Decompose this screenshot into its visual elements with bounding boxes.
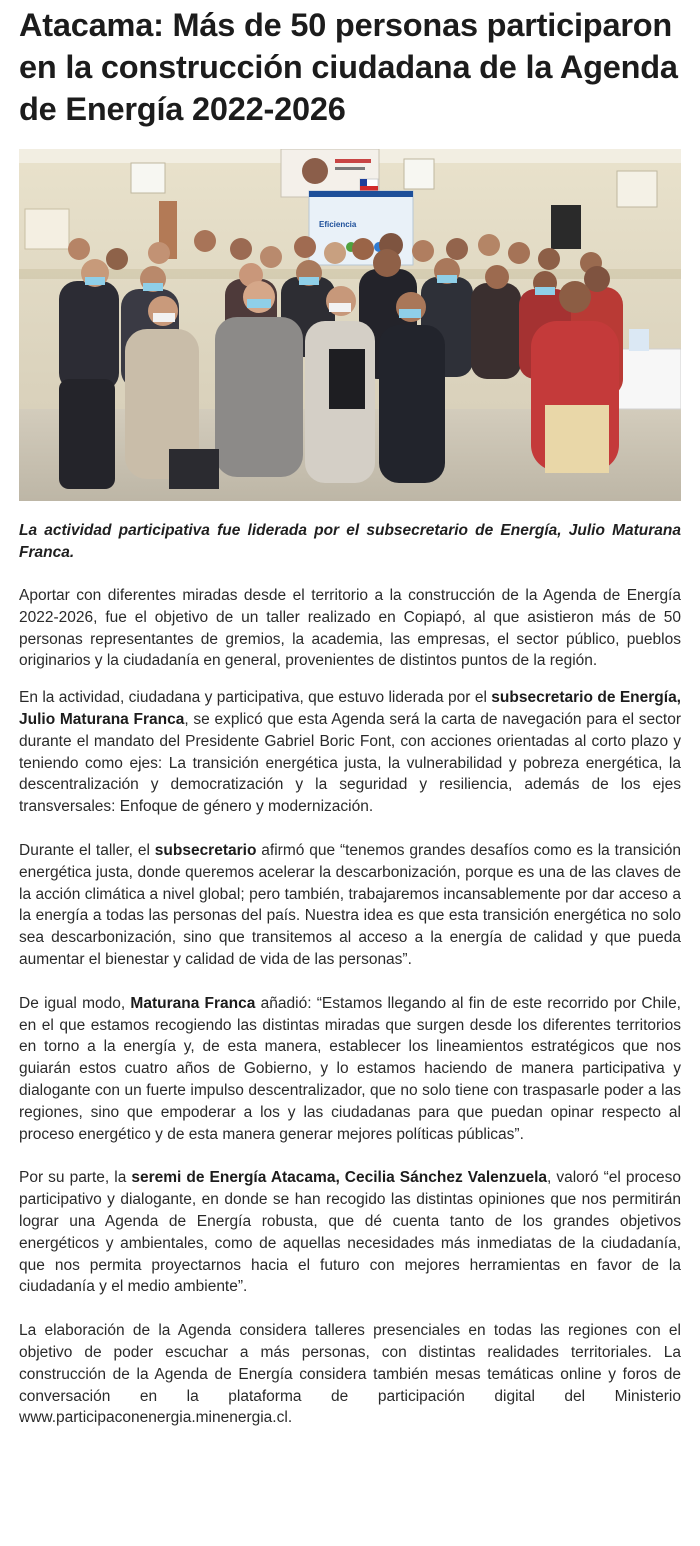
paragraph-3-bold: subsecretario xyxy=(154,841,257,859)
paragraph-2-bold: subsecretario de Energía, Julio Maturana Franca xyxy=(19,689,681,728)
photo-caption: La actividad participativa fue liderada por el subsecretario de Energía, Julio Maturana Franca. xyxy=(19,522,681,561)
ministry-website-link[interactable]: www.participaconenergia.minenergia.cl xyxy=(19,1409,288,1427)
paragraph-4-text-b: añadió: “Estamos llegando al fin de este recorrido por Chile, en el que estamos recogiendo las distintas miradas que surgen desde los diferentes territorios en torno a la energía y, de esta manera, establecer los lineamientos estratégicos que nos guiarán estos cuatro años de Gobierno, y lo estamos haciendo de manera participativa y dialogante con un fuerte impulso descentralizador, que no solo tiene con traspasarle poder a las regiones, sino que empoderar a los y las ciudadanas para que puedan opinar respecto al proceso energético y de esta manera generar mejores políticas públicas”. xyxy=(19,994,681,1143)
paragraph-3-text-b: afirmó que “tenemos grandes desafíos como es la transición energética justa, donde queremos acelerar la descarbonización, porque es una de las claves de la acción climática a nivel global; pero también, trabajaremos incansablemente por dar acceso a la energía a todas las personas del país. Nuestra idea es que esta transición energética no solo sea descarbonización, sino que transitemos al acceso a la energía de calidad y que pueda aumentar el bienestar y calidad de vida de las personas”. xyxy=(19,841,681,968)
paragraph-3-text-a: Durante el taller, el xyxy=(19,841,155,859)
paragraph-5-text-a: Por su parte, la xyxy=(19,1169,132,1187)
paragraph-6-text-a: La elaboración de la Agenda considera talleres presenciales en todas las regiones con el objetivo de poder escuchar a más personas, con distintas realidades territoriales. La construcción de la Agenda de Energía considera también mesas temáticas online y foros de conversación en la plataforma de participación digital del Ministerio xyxy=(19,1322,681,1405)
paragraph-6-text-b: . xyxy=(287,1409,293,1427)
paragraph-1-text: Aportar con diferentes miradas desde el territorio a la construcción de la Agenda de Energía 2022-2026, fue el objetivo de un taller realizado en Copiapó, al que asistieron más de 50 personas representantes de gremios, la academia, las empresas, el sector público, pueblos originarios y la ciudadanía en general, provenientes de distintos puntos de la región. xyxy=(19,587,681,670)
screen-text: Eficiencia xyxy=(319,220,357,229)
paragraph-2 xyxy=(19,687,681,818)
article-photo xyxy=(19,149,681,501)
article-title: Atacama: Más de 50 personas participaron en la construcción ciudadana de la Agenda de Energía 2022-2026 xyxy=(19,7,678,127)
paragraph-2-text-b: , se explicó que esta Agenda será la carta de navegación para el sector durante el mandato del Presidente Gabriel Boric Font, con acciones orientadas al corto plazo y teniendo como ejes: La transición energética justa, la vulnerabilidad y pobreza energética, la descentralización y democratización y la seguridad y resiliencia, además de los ejes transversales: Enfoque de género y modernización. xyxy=(19,710,681,816)
paragraph-4 xyxy=(19,993,681,1146)
paragraph-5 xyxy=(19,1167,681,1298)
group-photo-illustration xyxy=(19,149,681,501)
paragraph-3 xyxy=(19,840,681,971)
paragraph-1 xyxy=(19,585,681,672)
paragraph-6 xyxy=(19,1320,681,1429)
paragraph-5-bold: seremi de Energía Atacama, Cecilia Sánchez Valenzuela xyxy=(131,1169,547,1187)
paragraph-4-bold: Maturana Franca xyxy=(130,994,256,1012)
paragraph-5-text-b: , valoró “el proceso participativo y dialogante, en donde se han recogido las distintas opiniones que nos permitirán lograr una Agenda de Energía robusta, que dé cuenta tanto de los grandes objetivos energéticos y ambientales, como de aquellas necesidades más inmediatas de la ciudadanía, que nos permita proyectarnos hacia el futuro con mejores herramientas en favor de la ciudadanía y el medio ambiente”. xyxy=(19,1169,682,1296)
paragraph-2-text-a: En la actividad, ciudadana y participativa, que estuvo liderada por el xyxy=(19,689,492,707)
paragraph-4-text-a: De igual modo, xyxy=(19,994,131,1012)
